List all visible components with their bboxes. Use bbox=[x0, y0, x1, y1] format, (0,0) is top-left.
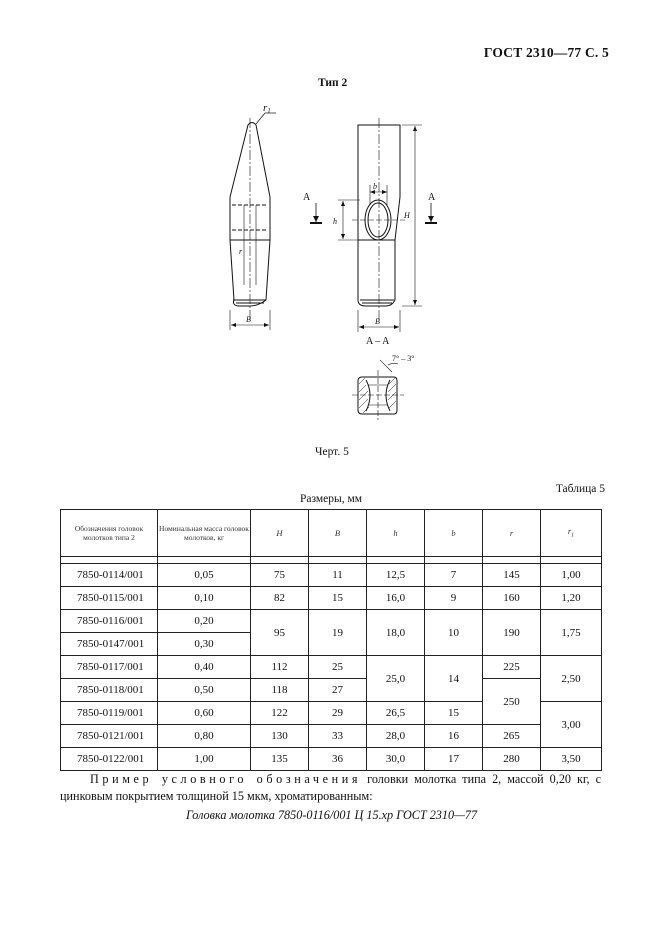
table-row: 7850-0115/001 0,10 82 15 16,0 9 160 1,20 bbox=[61, 587, 602, 610]
header-b: b bbox=[425, 510, 483, 557]
designation-example: Головка молотка 7850-0116/001 Ц 15.хр ГОСТ 2310—77 bbox=[186, 808, 478, 822]
table-row: 7850-0147/001 0,30 bbox=[61, 633, 602, 656]
section-label: A – A bbox=[366, 336, 390, 347]
b-right-label: B bbox=[375, 317, 380, 326]
b-left-label: B bbox=[246, 315, 251, 324]
figure-caption: Черт. 5 bbox=[315, 446, 349, 458]
header-h: h bbox=[367, 510, 425, 557]
table-row: 7850-0118/001 0,50 118 27 250 bbox=[61, 679, 602, 702]
H-label: H bbox=[404, 211, 410, 220]
a-left-label: A bbox=[303, 192, 311, 203]
table-row: 7850-0121/001 0,80 130 33 28,0 16 265 bbox=[61, 725, 602, 748]
header-B: B bbox=[309, 510, 367, 557]
dimensions-table bbox=[60, 509, 602, 771]
table-row: 7850-0122/001 1,00 135 36 30,0 17 280 3,50 bbox=[61, 748, 602, 771]
header-mass: Номинальная масса головок молотков, кг bbox=[158, 510, 251, 557]
hammer-drawing bbox=[0, 95, 661, 440]
header-r: r bbox=[483, 510, 541, 557]
angle-label: 7° – 3° bbox=[392, 354, 415, 363]
sizes-label: Размеры, мм bbox=[300, 493, 363, 505]
a-right-label: A bbox=[428, 192, 436, 203]
type-label: Тип 2 bbox=[318, 77, 348, 89]
example-paragraph bbox=[60, 771, 601, 805]
table-row: 7850-0116/001 0,20 95 19 18,0 10 190 1,75 bbox=[61, 610, 602, 633]
table-row: 7850-0117/001 0,40 112 25 25,0 14 225 2,50 bbox=[61, 656, 602, 679]
header-H: H bbox=[251, 510, 309, 557]
table-title: Таблица 5 bbox=[555, 483, 605, 495]
table-row: 7850-0119/001 0,60 122 29 26,5 15 3,00 bbox=[61, 702, 602, 725]
r-label: r bbox=[239, 247, 243, 256]
header-r1: $r_1$ bbox=[541, 510, 602, 557]
page-header: ГОСТ 2310—77 С. 5 bbox=[483, 45, 609, 60]
h-label: h bbox=[333, 217, 337, 226]
b-small-label: b bbox=[373, 182, 377, 191]
example-rest-text: головки молотка типа 2, массой 0,20 кг, с цинковым покрытием толщиной 15 мкм, хроматированным: bbox=[60, 772, 602, 803]
header-designation: Обозначения головок молотков типа 2 bbox=[61, 510, 158, 557]
example-spaced-text: Пример условного обозначения bbox=[90, 772, 362, 786]
r1-label: r1 bbox=[263, 102, 271, 115]
table-header-row bbox=[61, 510, 602, 557]
table-row: 7850-0114/001 0,05 75 11 12,5 7 145 1,00 bbox=[61, 564, 602, 587]
